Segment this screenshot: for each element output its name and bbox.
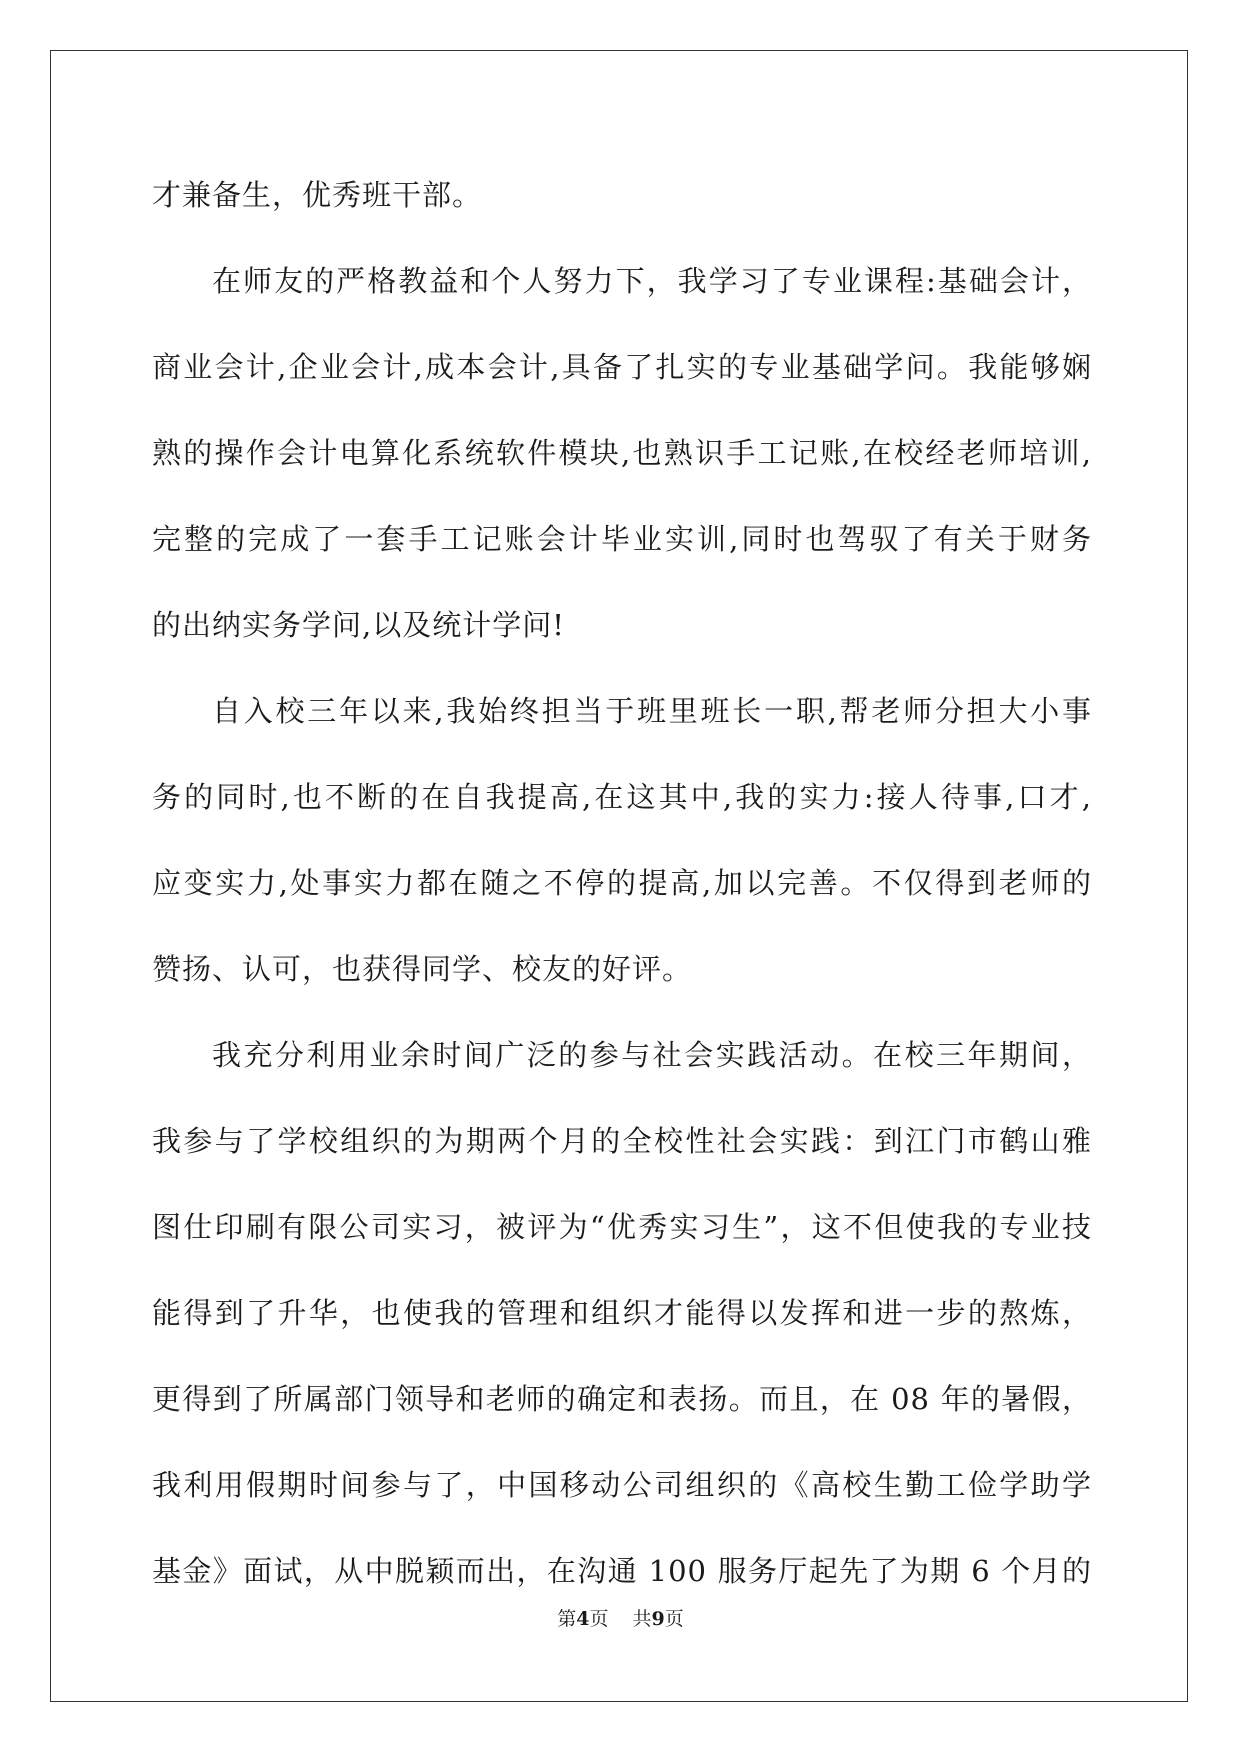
total-prefix: 共 — [632, 1608, 652, 1630]
text-line: 熟的操作会计电算化系统软件模块,也熟识手工记账,在校经老师培训, — [152, 436, 1092, 470]
page-prefix: 第 — [557, 1608, 577, 1630]
paragraph-first-line: 我充分利用业余时间广泛的参与社会实践活动。在校三年期间， — [212, 1038, 1092, 1072]
text-line: 完整的完成了一套手工记账会计毕业实训,同时也驾驭了有关于财务 — [152, 522, 1092, 556]
text-line: 我参与了学校组织的为期两个月的全校性社会实践：到江门市鹤山雅 — [152, 1124, 1092, 1158]
text-line: 应变实力,处事实力都在随之不停的提高,加以完善。不仅得到老师的 — [152, 866, 1092, 900]
text-line: 图仕印刷有限公司实习，被评为“优秀实习生”，这不但使我的专业技 — [152, 1210, 1092, 1244]
text-line: 能得到了升华，也使我的管理和组织才能得以发挥和进一步的熬炼， — [152, 1296, 1092, 1330]
text-line: 更得到了所属部门领导和老师的确定和表扬。而且，在 08 年的暑假， — [152, 1382, 1092, 1416]
text-line: 务的同时,也不断的在自我提高,在这其中,我的实力:接人待事,口才, — [152, 780, 1092, 814]
total-suffix: 页 — [664, 1608, 684, 1630]
text-line: 基金》面试，从中脱颖而出，在沟通 100 服务厅起先了为期 6 个月的 — [152, 1554, 1092, 1588]
current-page-number: 4 — [576, 1608, 590, 1630]
paragraph-first-line: 在师友的严格教益和个人努力下，我学习了专业课程:基础会计， — [212, 264, 1092, 298]
page-suffix: 页 — [589, 1608, 609, 1630]
text-line: 的出纳实务学问,以及统计学问! — [152, 608, 565, 642]
paragraph-first-line: 自入校三年以来,我始终担当于班里班长一职,帮老师分担大小事 — [212, 694, 1092, 728]
total-pages-number: 9 — [651, 1608, 665, 1630]
text-line: 商业会计,企业会计,成本会计,具备了扎实的专业基础学问。我能够娴 — [152, 350, 1092, 384]
document-body — [152, 152, 1092, 1614]
text-line: 才兼备生，优秀班干部。 — [152, 178, 483, 212]
text-line: 我利用假期时间参与了，中国移动公司组织的《高校生勤工俭学助学 — [152, 1468, 1092, 1502]
text-line: 赞扬、认可，也获得同学、校友的好评。 — [152, 952, 693, 986]
page-footer — [0, 1604, 1241, 1631]
